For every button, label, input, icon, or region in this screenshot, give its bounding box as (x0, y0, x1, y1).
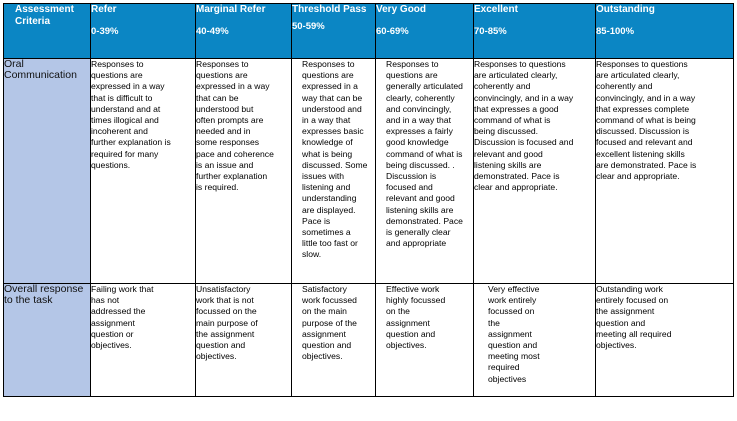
cell-text: Responses to questions are expressed in a way that can be understood but often prompts are needed and in some responses pace and coherence is an issue and further explanation is required. (196, 59, 274, 193)
cell-text: Responses to questions are generally articulated clearly, coherently and convincingly, and in a way that expresses a fairly good knowledge command of what is being discussed. . Discussion is focused and relevant and good listening skills are demonstrated. Pace is generally clear and appropriate (386, 59, 463, 249)
cell-text: Effective work highly focussed on the assignment question and objectives. (386, 284, 446, 351)
band-range: 60-69% (376, 26, 409, 37)
cell-overall-outstanding (596, 284, 734, 397)
band-range: 50-59% (292, 21, 325, 32)
header-band-excellent (474, 4, 596, 59)
band-range: 0-39% (91, 26, 119, 37)
header-band-marginal-refer (196, 4, 292, 59)
cell-overall-excellent (474, 284, 596, 397)
band-range: 70-85% (474, 26, 507, 37)
cell-text: Unsatisfactory work that is not focussed on the main purpose of the assignment question and objectives. (196, 284, 258, 362)
assessment-rubric-table (3, 3, 734, 397)
cell-text: Very effective work entirely focussed on the assignment question and meeting most required objectives (488, 284, 540, 384)
band-name: Refer (91, 4, 117, 15)
band-name: Marginal Refer (196, 4, 266, 15)
criterion-overall-response: Overall response to the task (4, 284, 91, 397)
cell-text: Responses to questions are expressed in a way that can be understood and in a way that expresses basic knowledge of what is being discussed. Some issues with listening and understanding are displayed. Pace is sometimes a little too fast or slow. (302, 59, 368, 260)
cell-overall-marginal-refer (196, 284, 292, 397)
cell-text: Outstanding work entirely focused on the assignment question and meeting all required objectives. (596, 284, 672, 351)
cell-text: Failing work that has not addressed the assignment question or objectives. (91, 284, 154, 351)
cell-oral-excellent (474, 59, 596, 284)
header-band-very-good (376, 4, 474, 59)
band-name: Very Good (376, 4, 427, 15)
header-band-threshold-pass (292, 4, 376, 59)
cell-text: Responses to questions are articulated clearly, coherently and convincingly, and in a way that expresses complete command of what is being discussed. Discussion is focused and relevant and excellent listening skills are demonstrated. Pace is clear and appropriate. (596, 59, 697, 182)
band-range: 85-100% (596, 26, 635, 37)
cell-overall-refer (91, 284, 196, 397)
cell-text: Responses to questions are expressed in a way that is difficult to understand and at times illogical and incoherent and further explanation is required for many questions. (91, 59, 171, 170)
band-name: Outstanding (596, 4, 655, 15)
header-band-refer (91, 4, 196, 59)
band-name: Excellent (474, 4, 518, 15)
header-band-outstanding (596, 4, 734, 59)
cell-oral-very-good (376, 59, 474, 284)
header-row (4, 4, 734, 59)
cell-oral-marginal-refer (196, 59, 292, 284)
cell-oral-threshold-pass (292, 59, 376, 284)
cell-oral-outstanding (596, 59, 734, 284)
criterion-oral-communication: Oral Communication (4, 59, 91, 284)
cell-text: Responses to questions are articulated clearly, coherently and convincingly, and in a way that expresses a good command of what is being discussed. Discussion is focused and relevant and good listening skills are demonstrated. Pace is clear and appropriate. (474, 59, 574, 193)
cell-overall-threshold-pass (292, 284, 376, 397)
header-assessment-criteria (4, 4, 91, 59)
band-range: 40-49% (196, 26, 229, 37)
cell-text: Satisfactory work focussed on the main purpose of the assignment question and objectives. (302, 284, 357, 362)
row-overall-response (4, 284, 734, 397)
cell-overall-very-good (376, 284, 474, 397)
row-oral-communication (4, 59, 734, 284)
header-criteria-label: Assessment Criteria (15, 4, 74, 27)
band-name: Threshold Pass (292, 4, 367, 15)
cell-oral-refer (91, 59, 196, 284)
